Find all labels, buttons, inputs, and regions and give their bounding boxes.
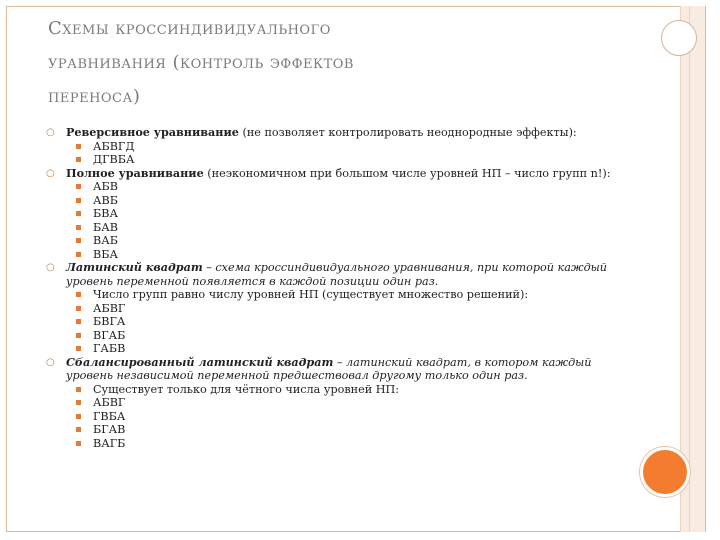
section-full xyxy=(46,167,626,181)
square-bullet-icon xyxy=(76,184,81,189)
title-line-2: уравнивания (контроль эффектов xyxy=(48,52,354,73)
square-bullet-icon xyxy=(76,252,81,257)
square-bullet-icon xyxy=(76,225,81,230)
section-balanced-latin-square xyxy=(46,356,626,383)
list-item: ВБА xyxy=(46,248,626,262)
square-bullet-icon xyxy=(76,346,81,351)
square-bullet-icon xyxy=(76,292,81,297)
list-item: Число групп равно числу уровней НП (существует множество решений): xyxy=(46,288,626,302)
square-bullet-icon xyxy=(76,400,81,405)
section-description: – латинский квадрат, в котором каждый уровень независимой переменной предшествовал другому только один раз. xyxy=(66,355,592,382)
section-description: (не позволяет контролировать неоднородные эффекты): xyxy=(238,126,577,139)
list-item: ДГВБА xyxy=(46,153,626,167)
list-item: ВАБ xyxy=(46,234,626,248)
section-term: Реверсивное уравнивание xyxy=(66,125,239,139)
list-item: БВА xyxy=(46,207,626,221)
list-item: ВАГБ xyxy=(46,437,626,451)
square-bullet-icon xyxy=(76,157,81,162)
list-item: АБВГ xyxy=(46,302,626,316)
list-item: ГАБВ xyxy=(46,342,626,356)
hollow-bullet-icon: ○ xyxy=(46,356,55,368)
slide-content xyxy=(46,126,626,450)
decorative-circle-orange xyxy=(640,447,690,497)
list-item: АБВГД xyxy=(46,140,626,154)
square-bullet-icon xyxy=(76,144,81,149)
list-item: АБВГ xyxy=(46,396,626,410)
square-bullet-icon xyxy=(76,441,81,446)
square-bullet-icon xyxy=(76,387,81,392)
section-term: Сбалансированный латинский квадрат xyxy=(66,354,334,369)
hollow-bullet-icon: ○ xyxy=(46,262,55,273)
square-bullet-icon xyxy=(76,333,81,338)
list-item: БВГА xyxy=(46,315,626,329)
square-bullet-icon xyxy=(76,198,81,203)
list-item: ВГАБ xyxy=(46,329,626,343)
decorative-stripe xyxy=(680,6,705,532)
section-term: Латинский квадрат xyxy=(66,260,203,274)
hollow-bullet-icon: ○ xyxy=(46,167,55,179)
list-item: БГАВ xyxy=(46,423,626,437)
section-term: Полное уравнивание xyxy=(66,165,204,180)
title-line-3: переноса) xyxy=(48,86,141,107)
square-bullet-icon xyxy=(76,319,81,324)
section-reverse xyxy=(46,126,626,140)
section-latin-square xyxy=(46,261,626,288)
section-description: (неэкономичном при большом числе уровней НП – число групп n!): xyxy=(203,166,611,180)
list-item: БАВ xyxy=(46,221,626,235)
list-item: ГВБА xyxy=(46,410,626,424)
square-bullet-icon xyxy=(76,414,81,419)
list-item: АВБ xyxy=(46,194,626,208)
hollow-bullet-icon: ○ xyxy=(46,127,55,138)
title-line-1: Схемы кроссиндивидуального xyxy=(48,18,331,39)
square-bullet-icon xyxy=(76,306,81,311)
square-bullet-icon xyxy=(76,211,81,216)
section-description: – схема кроссиндивидуального уравнивания, при которой каждый уровень переменной появляется в каждой позиции один раз. xyxy=(66,261,607,288)
list-item: АБВ xyxy=(46,180,626,194)
slide-title xyxy=(48,12,608,114)
list-item: Существует только для чётного числа уровней НП: xyxy=(46,383,626,397)
square-bullet-icon xyxy=(76,427,81,432)
decorative-circle-top xyxy=(661,20,697,56)
square-bullet-icon xyxy=(76,238,81,243)
